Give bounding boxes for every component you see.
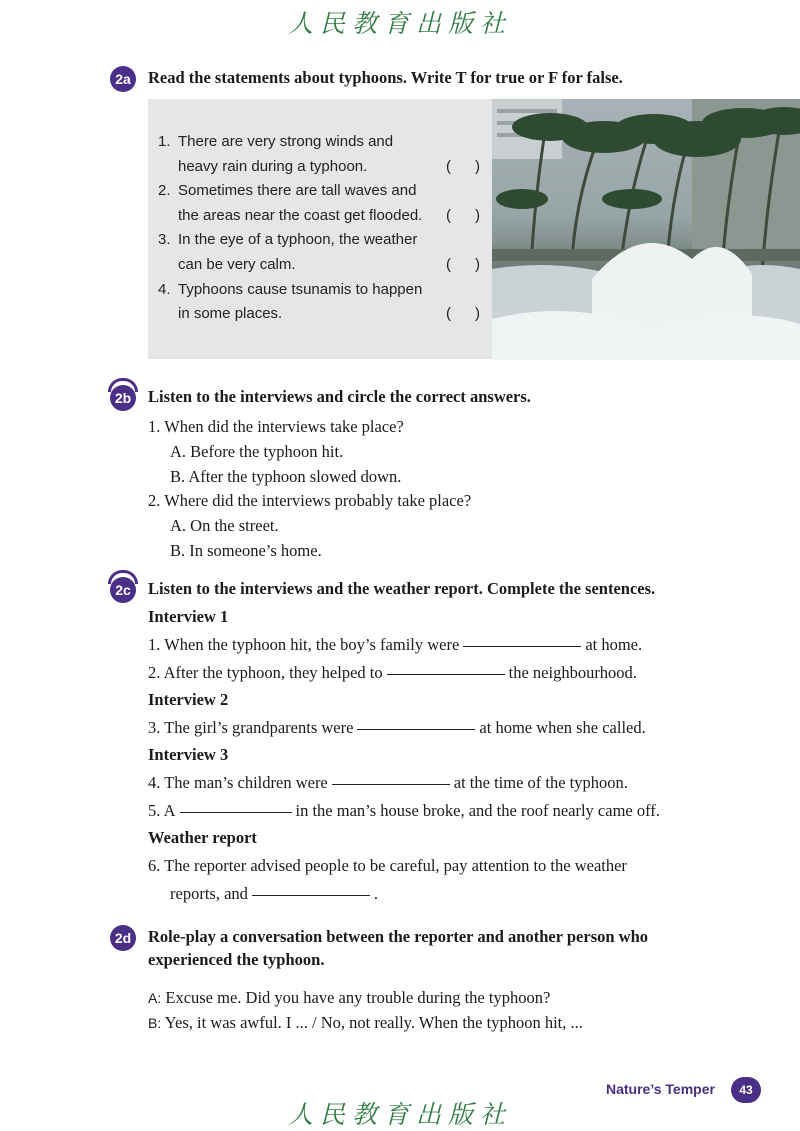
- answer-parentheses[interactable]: ( ): [446, 255, 480, 273]
- speaker-b-text: Yes, it was awful. I ... / No, not really. When the typhoon hit, ...: [164, 1013, 583, 1032]
- sentence-1: 1. When the typhoon hit, the boy’s family were at home.: [148, 635, 643, 654]
- answer-blank[interactable]: [180, 812, 292, 813]
- statements-box: [148, 99, 492, 359]
- statement-text: Sometimes there are tall waves and: [178, 182, 417, 200]
- weather-report-label: Weather report: [148, 828, 257, 847]
- unit-title: Nature’s Temper: [606, 1081, 715, 1097]
- answer-blank[interactable]: [463, 646, 581, 647]
- section-2a-badge: 2a: [110, 66, 136, 92]
- statement-4: [148, 278, 492, 303]
- sentence-4: 4. The man’s children were at the time of the typhoon.: [148, 773, 628, 792]
- statement-number: 4.: [158, 280, 171, 298]
- option-1b[interactable]: B. After the typhoon slowed down.: [170, 467, 402, 486]
- statement-3: [148, 228, 492, 253]
- interview-3-label: Interview 3: [148, 745, 229, 764]
- section-2b-heading: Listen to the interviews and circle the correct answers.: [148, 387, 531, 406]
- statement-1: [148, 130, 492, 155]
- speaker-a-text: Excuse me. Did you have any trouble during the typhoon?: [165, 988, 551, 1007]
- section-2d-heading: Role-play a conversation between the reporter and another person who: [148, 927, 649, 946]
- question-1: 1. When did the interviews take place?: [148, 417, 404, 436]
- option-1a[interactable]: A. Before the typhoon hit.: [170, 442, 344, 461]
- question-2: 2. Where did the interviews probably take place?: [148, 491, 472, 510]
- section-2c-heading: Listen to the interviews and the weather report. Complete the sentences.: [148, 579, 656, 598]
- answer-parentheses[interactable]: ( ): [446, 305, 480, 323]
- speaker-b-label: B:: [148, 1015, 162, 1031]
- statement-text: heavy rain during a typhoon.: [178, 157, 368, 175]
- statement-text: There are very strong winds and: [178, 133, 394, 150]
- publisher-logo-top: 人民教育出版社: [287, 9, 512, 38]
- interview-2-label: Interview 2: [148, 690, 229, 709]
- page-number: 43: [731, 1077, 761, 1103]
- statement-number: 2.: [158, 182, 171, 200]
- option-2a[interactable]: A. On the street.: [170, 516, 279, 535]
- statement-number: 1.: [158, 133, 171, 150]
- typhoon-illustration: [492, 99, 800, 360]
- interview-1-label: Interview 1: [148, 607, 229, 626]
- statement-text: can be very calm.: [178, 255, 296, 273]
- statement-text: Typhoons cause tsunamis to happen: [178, 280, 423, 298]
- speaker-a-label: A:: [148, 990, 162, 1006]
- option-2b[interactable]: B. In someone’s home.: [170, 541, 322, 560]
- answer-parentheses[interactable]: ( ): [446, 206, 480, 224]
- statement-text: the areas near the coast get flooded.: [178, 206, 423, 224]
- answer-blank[interactable]: [357, 729, 475, 730]
- statement-2: [148, 179, 492, 204]
- answer-blank[interactable]: [252, 895, 370, 896]
- statement-number: 3.: [158, 231, 171, 249]
- dialogue-line-a: [148, 988, 550, 1008]
- dialogue-line-b: [148, 1013, 583, 1033]
- answer-parentheses[interactable]: ( ): [446, 157, 480, 175]
- sentence-2: 2. After the typhoon, they helped to the neighbourhood.: [148, 663, 637, 682]
- statement-text: In the eye of a typhoon, the weather: [178, 231, 418, 249]
- answer-blank[interactable]: [387, 674, 505, 675]
- section-2d-heading-continued: experienced the typhoon.: [148, 950, 325, 969]
- sentence-6-continued: reports, and .: [170, 884, 379, 903]
- publisher-logo-bottom: 人民教育出版社: [287, 1100, 512, 1129]
- typhoon-photo: [492, 99, 800, 360]
- statement-text: in some places.: [178, 305, 283, 323]
- section-2a-heading: Read the statements about typhoons. Write T for true or F for false.: [148, 68, 623, 87]
- answer-blank[interactable]: [332, 784, 450, 785]
- sentence-3: 3. The girl’s grandparents were at home when she called.: [148, 718, 646, 737]
- sentence-5: 5. A in the man’s house broke, and the roof nearly came off.: [148, 801, 660, 820]
- section-2c-badge: 2c: [110, 577, 136, 603]
- sentence-6: 6. The reporter advised people to be careful, pay attention to the weather: [148, 856, 627, 875]
- section-2b-badge: 2b: [110, 385, 136, 411]
- section-2d-badge: 2d: [110, 925, 136, 951]
